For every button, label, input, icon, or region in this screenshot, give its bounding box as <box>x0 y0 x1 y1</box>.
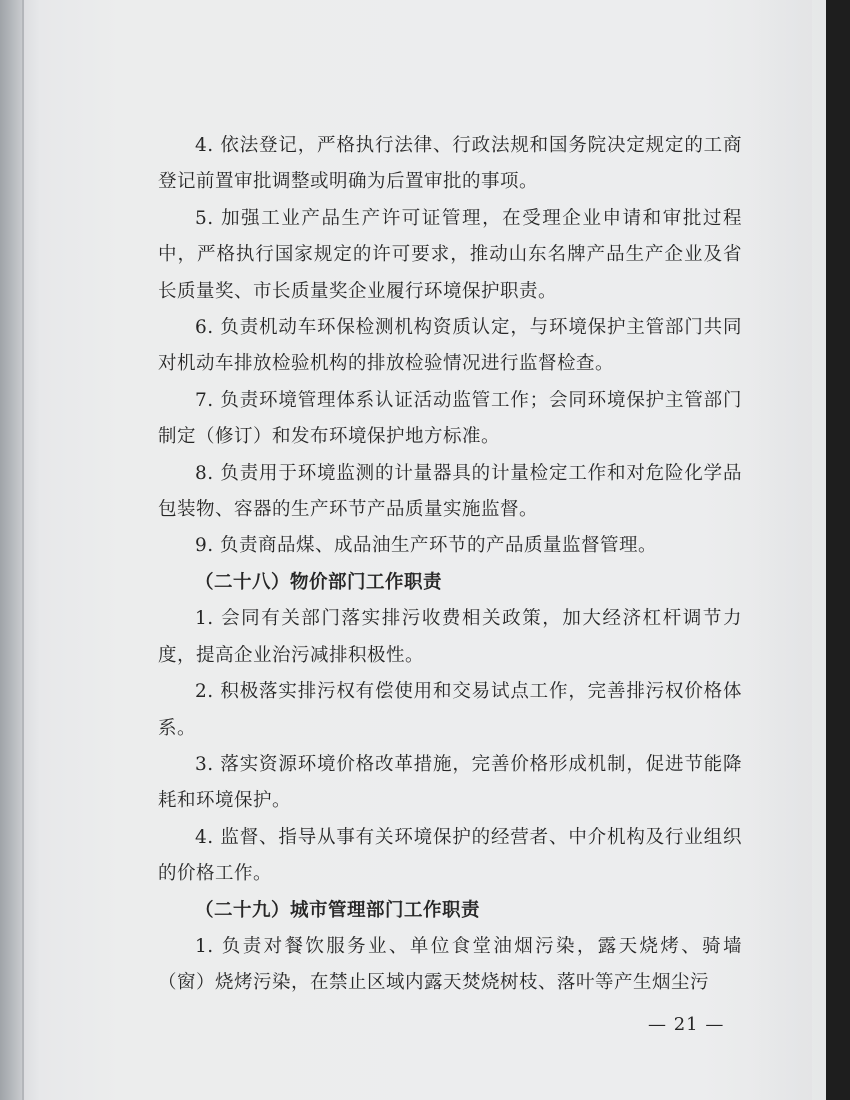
paragraph-item-7: 7. 负责环境管理体系认证活动监管工作；会同环境保护主管部门制定（修订）和发布环境保护地方标准。 <box>158 389 742 448</box>
section-heading-price-department: （二十八）物价部门工作职责 <box>195 571 443 593</box>
paragraph-item-4: 4. 依法登记，严格执行法律、行政法规和国务院决定规定的工商登记前置审批调整或明确为后置审批的事项。 <box>158 135 742 193</box>
binding-edge <box>0 0 22 1100</box>
page-edge-shade <box>752 0 812 1100</box>
paragraph-item-9: 9. 负责商品煤、成品油生产环节的产品质量监督管理。 <box>195 535 658 557</box>
page-number: — 21 — <box>648 1014 725 1035</box>
paragraph-price-4: 4. 监督、指导从事有关环境保护的经营者、中介机构及行业组织的价格工作。 <box>158 826 742 885</box>
paragraph-item-8: 8. 负责用于环境监测的计量器具的计量检定工作和对危险化学品包装物、容器的生产环节产品质量实施监督。 <box>158 462 742 521</box>
paragraph-city-1: 1. 负责对餐饮服务业、单位食堂油烟污染，露天烧烤、骑墙（窗）烧烤污染，在禁止区域内露天焚烧树枝、落叶等产生烟尘污 <box>158 935 742 994</box>
section-heading-city-management: （二十九）城市管理部门工作职责 <box>195 899 481 921</box>
paragraph-price-3: 3. 落实资源环境价格改革措施，完善价格形成机制，促进节能降耗和环境保护。 <box>158 753 742 812</box>
binding-divider <box>22 0 24 1100</box>
document-body <box>158 128 742 1002</box>
paragraph-price-2: 2. 积极落实排污权有偿使用和交易试点工作，完善排污权价格体系。 <box>158 681 742 739</box>
paragraph-item-5: 5. 加强工业产品生产许可证管理，在受理企业申请和审批过程中，严格执行国家规定的许可要求，推动山东名牌产品生产企业及省长质量奖、市长质量奖企业履行环境保护职责。 <box>158 207 742 302</box>
paragraph-price-1: 1. 会同有关部门落实排污收费相关政策，加大经济杠杆调节力度，提高企业治污减排积极性。 <box>158 608 742 666</box>
paragraph-item-6: 6. 负责机动车环保检测机构资质认定，与环境保护主管部门共同对机动车排放检验机构的排放检验情况进行监督检查。 <box>158 317 742 375</box>
